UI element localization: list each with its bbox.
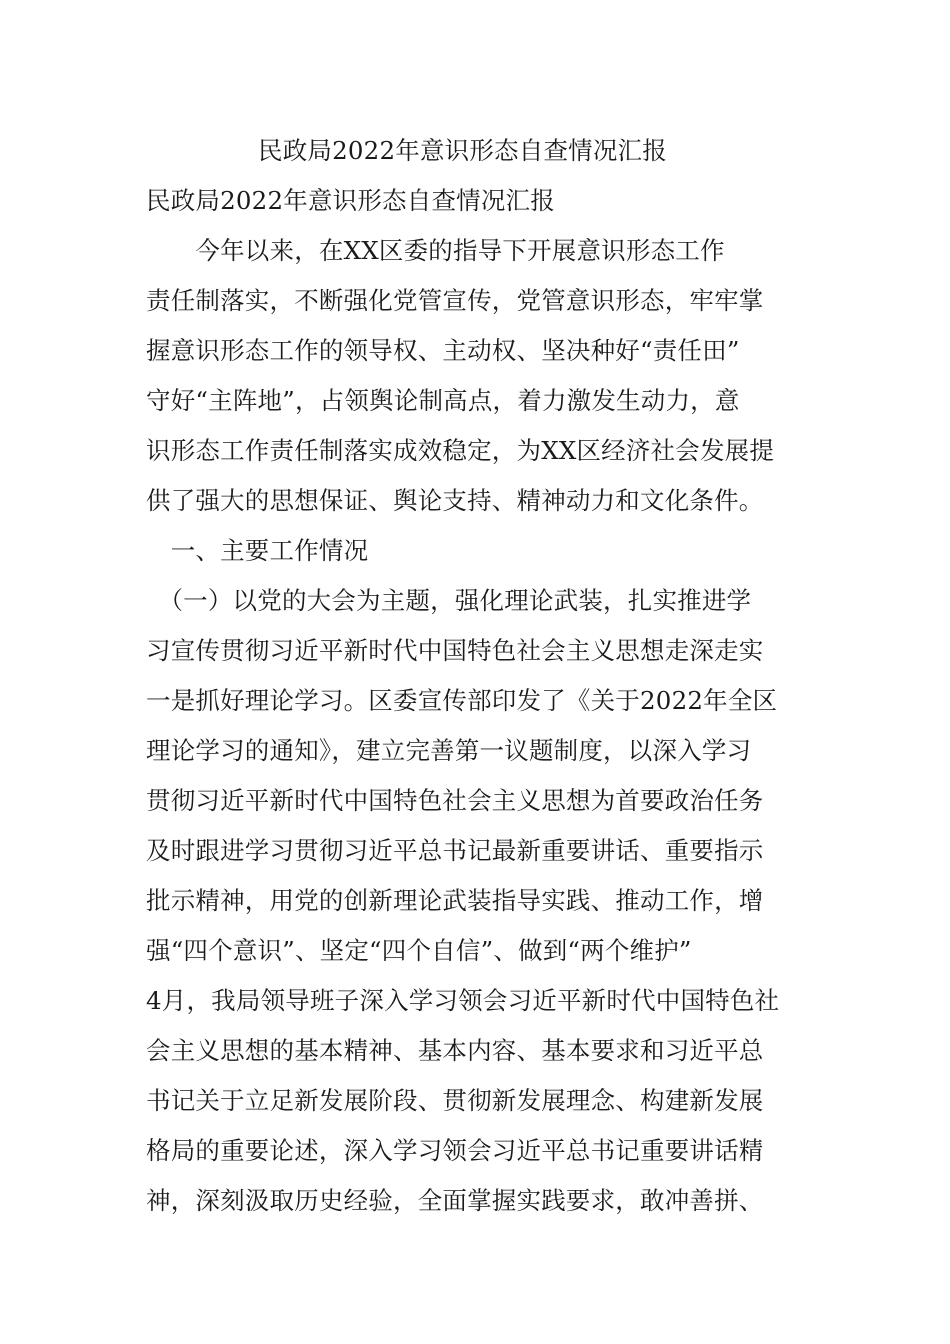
paragraph-line: 今年以来，在XX区委的指导下开展意识形态工作 (146, 236, 725, 265)
paragraph-line: 及时跟进学习贯彻习近平总书记最新重要讲话、重要指示 (146, 836, 764, 865)
paragraph-line: 责任制落实，不断强化党管宣传，党管意识形态，牢牢掌 (146, 286, 764, 315)
paragraph-line: 贯彻习近平新时代中国特色社会主义思想为首要政治任务 (146, 786, 764, 815)
paragraph-line: 4月，我局领导班子深入学习领会习近平新时代中国特色社 (146, 986, 780, 1015)
paragraph-line: 习宣传贯彻习近平新时代中国特色社会主义思想走深走实 (146, 636, 764, 665)
document-title: 民政局2022年意识形态自查情况汇报 (258, 136, 667, 165)
paragraph-line: 供了强大的思想保证、舆论支持、精神动力和文化条件。 (146, 486, 764, 515)
paragraph-line: 批示精神，用党的创新理论武装指导实践、推动工作，增 (146, 886, 764, 915)
paragraph-line: 理论学习的通知》，建立完善第一议题制度，以深入学习 (146, 736, 752, 765)
paragraph-line: 识形态工作责任制落实成效稳定，为XX区经济社会发展提 (146, 436, 775, 465)
paragraph-line: 一是抓好理论学习。区委宣传部印发了《关于2022年全区 (146, 686, 778, 715)
paragraph-line: 强“四个意识”、坚定“四个自信”、做到“两个维护” (146, 936, 692, 965)
paragraph-line: 守好“主阵地”，占领舆论制高点，着力激发生动力，意 (146, 386, 740, 415)
paragraph-line: 书记关于立足新发展阶段、贯彻新发展理念、构建新发展 (146, 1086, 764, 1115)
paragraph-line: 格局的重要论述，深入学习领会习近平总书记重要讲话精 (146, 1136, 764, 1165)
subsection-heading: （一）以党的大会为主题，强化理论武装，扎实推进学 (146, 586, 752, 615)
paragraph-line: 神，深刻汲取历史经验，全面掌握实践要求，敢冲善拼、 (146, 1186, 764, 1215)
document-heading: 民政局2022年意识形态自查情况汇报 (146, 186, 555, 215)
paragraph-line: 会主义思想的基本精神、基本内容、基本要求和习近平总 (146, 1036, 764, 1065)
section-heading: 一、主要工作情况 (146, 536, 369, 565)
paragraph-line: 握意识形态工作的领导权、主动权、坚决种好“责任田” (146, 336, 740, 365)
